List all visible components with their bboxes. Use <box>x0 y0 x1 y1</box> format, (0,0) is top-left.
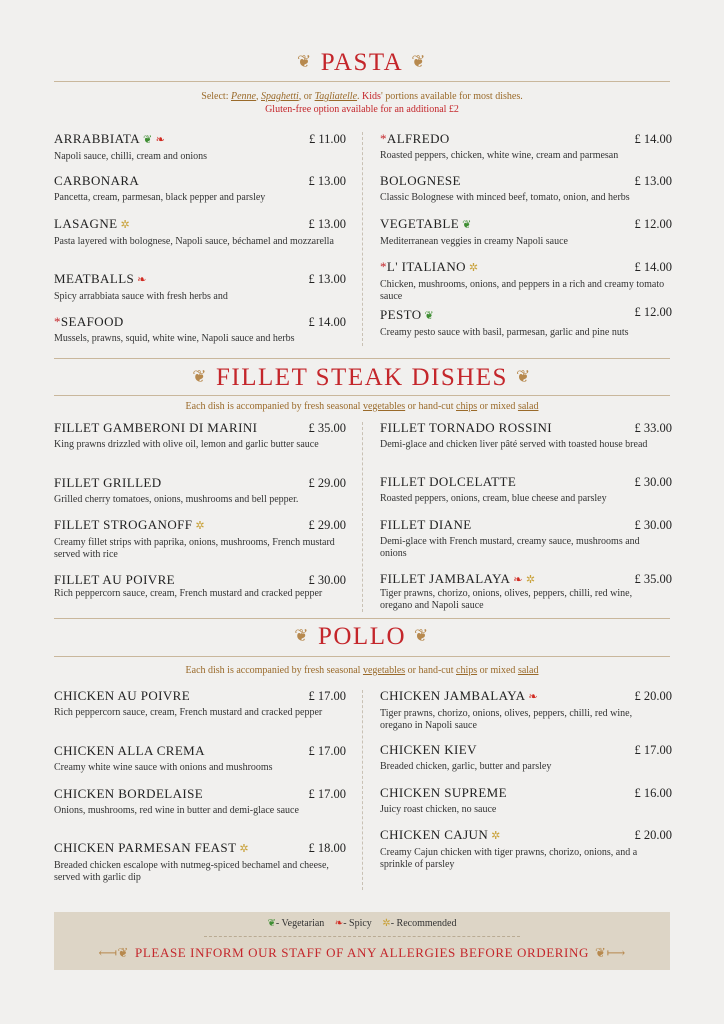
menu-item-meatballs: MEATBALLS ❧ £ 13.00 Spicy arrabbiata sauce with fresh herbs and <box>54 271 346 302</box>
star-burst-icon: ✲ <box>382 918 391 929</box>
leaf-icon: ❦ <box>267 918 276 929</box>
allergy-notice: ⟻❦ PLEASE INFORM OUR STAFF OF ANY ALLERGIES BEFORE ORDERING ❦⟼ <box>98 945 626 960</box>
pasta-note: Select: Penne, Spaghetti, or Tagliatelle. Kids' portions available for most dishes. Gluten-free option available for an additional £2 <box>201 91 523 115</box>
menu-item-fillet-diane: FILLET DIANE £ 30.00 Demi-glace with French mustard, creamy sauce, mushrooms and onions <box>380 517 672 559</box>
steak-note: Each dish is accompanied by fresh seasonal vegetables or hand-cut chips or mixed salad <box>185 401 539 412</box>
column-divider <box>362 690 363 890</box>
pollo-section-title: ❦ POLLO ❦ <box>294 623 430 650</box>
star-burst-icon: ✲ <box>120 219 131 231</box>
menu-item-fillet-stroganoff: FILLET STROGANOFF ✲ £ 29.00 Creamy fillet strips with paprika, onions, mushrooms, French mustard served with rice <box>54 517 346 560</box>
star-burst-icon: ✲ <box>468 262 479 274</box>
pasta-section-title: ❦ PASTA ❦ <box>297 49 427 76</box>
menu-item-vegetable: VEGETABLE ❦ £ 12.00 Mediterranean veggies in creamy Napoli sauce <box>380 216 672 247</box>
menu-item-fillet-au-poivre: FILLET AU POIVRE £ 30.00 Rich peppercorn sauce, cream, French mustard and cracked pepper <box>54 572 346 599</box>
divider <box>54 358 670 359</box>
column-divider <box>362 132 363 346</box>
menu-item-fillet-tornado-rossini: FILLET TORNADO ROSSINI £ 33.00 Demi-glace and chicken liver pâté served with toasted house bread <box>380 420 672 450</box>
divider <box>54 618 670 619</box>
menu-item-fillet-grilled: FILLET GRILLED £ 29.00 Grilled cherry tomatoes, onions, mushrooms and bell pepper. <box>54 475 346 505</box>
divider <box>54 395 670 396</box>
menu-item-fillet-gamberoni: FILLET GAMBERONI DI MARINI £ 35.00 King prawns drizzled with olive oil, lemon and garlic butter sauce <box>54 420 346 450</box>
divider <box>54 656 670 657</box>
star-burst-icon: ✲ <box>525 574 536 586</box>
steak-section-title: ❦ FILLET STEAK DISHES ❦ <box>192 364 532 391</box>
menu-item-carbonara: CARBONARA £ 13.00 Pancetta, cream, parmesan, black pepper and parsley <box>54 173 346 203</box>
flourish-right-icon: ❦ <box>515 367 532 387</box>
leaf-icon: ❦ <box>143 134 153 146</box>
menu-item-alfredo: *ALFREDO £ 14.00 Roasted peppers, chicken, white wine, cream and parmesan <box>380 131 672 161</box>
leaf-icon: ❦ <box>424 310 435 322</box>
flourish-left-icon: ❦ <box>297 52 313 72</box>
menu-item-chicken-alla-crema: CHICKEN ALLA CREMA £ 17.00 Creamy white wine sauce with onions and mushrooms <box>54 743 346 773</box>
star-burst-icon: ✲ <box>239 843 250 855</box>
legend-box <box>54 912 670 970</box>
legend: ❦- Vegetarian ❧- Spicy ✲- Recommended <box>267 918 457 929</box>
legend-divider <box>204 936 520 937</box>
flourish-left-icon: ❦ <box>294 626 310 646</box>
chilli-icon: ❧ <box>334 918 344 929</box>
column-divider <box>362 422 363 612</box>
chilli-icon: ❧ <box>155 134 166 146</box>
menu-item-chicken-au-poivre: CHICKEN AU POIVRE £ 17.00 Rich peppercorn sauce, cream, French mustard and cracked pepper <box>54 688 346 718</box>
flourish-right-icon: ❦ <box>414 626 430 646</box>
menu-item-chicken-parmesan-feast: CHICKEN PARMESAN FEAST ✲ £ 18.00 Breaded chicken escalope with nutmeg-spiced bechamel and cheese, served with garlic dip <box>54 840 346 883</box>
divider <box>54 81 670 82</box>
menu-item-chicken-jambalaya: CHICKEN JAMBALAYA ❧ £ 20.00 Tiger prawns, chorizo, onions, olives, peppers, chilli, red wine, oregano in Napoli sauce <box>380 688 672 731</box>
star-burst-icon: ✲ <box>195 520 206 532</box>
menu-item-pesto: PESTO ❦ £ 12.00 Creamy pesto sauce with basil, parmesan, garlic and pine nuts <box>380 305 672 338</box>
star-burst-icon: ✲ <box>491 830 501 842</box>
menu-item-chicken-bordelaise: CHICKEN BORDELAISE £ 17.00 Onions, mushrooms, red wine in butter and demi-glace sauce <box>54 786 346 816</box>
flourish-right-icon: ❦⟼ <box>594 945 626 960</box>
menu-item-l-italiano: *L' ITALIANO ✲ £ 14.00 Chicken, mushrooms, onions, and peppers in a rich and creamy tomato sauce <box>380 259 672 302</box>
menu-item-chicken-kiev: CHICKEN KIEV £ 17.00 Breaded chicken, garlic, butter and parsley <box>380 742 672 772</box>
menu-item-fillet-jambalaya: FILLET JAMBALAYA ❧ ✲ £ 35.00 Tiger prawns, chorizo, onions, olives, peppers, chilli, red wine, oregano and Napoli sauce <box>380 571 672 611</box>
flourish-left-icon: ❦ <box>192 367 209 387</box>
menu-item-bolognese: BOLOGNESE £ 13.00 Classic Bolognese with minced beef, tomato, onion, and herbs <box>380 173 672 203</box>
menu-item-arrabbiata: ARRABBIATA ❦ ❧ £ 11.00 Napoli sauce, chilli, cream and onions <box>54 131 346 162</box>
chilli-icon: ❧ <box>137 274 147 286</box>
menu-item-seafood: *SEAFOOD £ 14.00 Mussels, prawns, squid, white wine, Napoli sauce and herbs <box>54 314 346 344</box>
flourish-left-icon: ⟻❦ <box>98 945 130 960</box>
pollo-note: Each dish is accompanied by fresh seasonal vegetables or hand-cut chips or mixed salad <box>185 665 539 676</box>
chilli-icon: ❧ <box>513 574 523 586</box>
menu-item-lasagne: LASAGNE ✲ £ 13.00 Pasta layered with bolognese, Napoli sauce, béchamel and mozzarella <box>54 216 346 247</box>
menu-item-fillet-dolcelatte: FILLET DOLCELATTE £ 30.00 Roasted peppers, onions, cream, blue cheese and parsley <box>380 474 672 504</box>
chilli-icon: ❧ <box>528 691 538 703</box>
menu-item-chicken-supreme: CHICKEN SUPREME £ 16.00 Juicy roast chicken, no sauce <box>380 785 672 815</box>
menu-item-chicken-cajun: CHICKEN CAJUN ✲ £ 20.00 Creamy Cajun chicken with tiger prawns, chorizo, onions, and a sprinkle of parsley <box>380 827 672 870</box>
flourish-right-icon: ❦ <box>411 52 427 72</box>
leaf-icon: ❦ <box>462 219 472 231</box>
